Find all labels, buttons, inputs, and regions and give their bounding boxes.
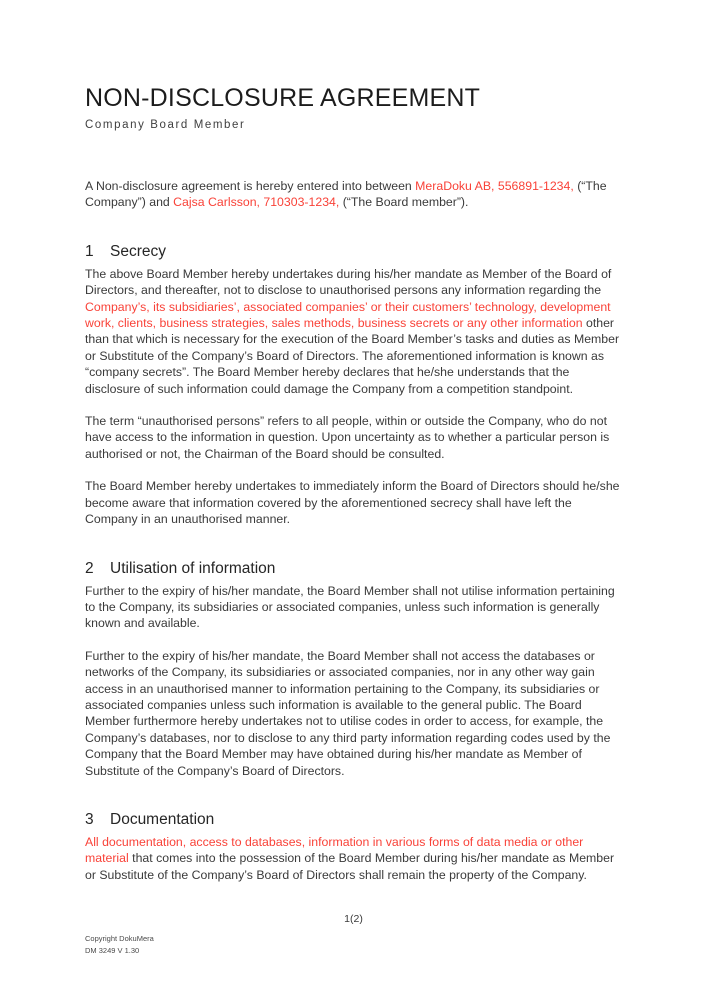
- section-1-paragraph-1-segment-0: The above Board Member hereby undertakes during his/her mandate as Member of the Board of Directors, and thereafter, not to disclose to unauthorised persons any information regarding the: [85, 266, 612, 298]
- section-3-paragraph-1-segment-0-highlight: All documentation, access to databases, information in various forms of data media or other material: [85, 834, 584, 866]
- footer: [85, 933, 154, 957]
- section-3-paragraph-1: [85, 834, 622, 883]
- document-title: NON-DISCLOSURE AGREEMENT: [85, 84, 481, 112]
- section-title-1: Secrecy: [110, 242, 166, 260]
- section-number-1: 1: [85, 242, 94, 260]
- section-number-3: 3: [85, 810, 94, 828]
- section-1-paragraph-1-segment-1-highlight: Company’s, its subsidiaries’, associated companies’ or their customers’ technology, development work, clients, business strategies, sales methods, business secrets or any other information: [85, 299, 611, 331]
- section-heading-1: [85, 241, 622, 262]
- section-1-paragraph-3: [85, 478, 622, 527]
- page-number: 1(2): [344, 913, 363, 925]
- section-2-paragraph-2-segment-0: Further to the expiry of his/her mandate, the Board Member shall not access the databases or networks of the Company, its subsidiaries or associated companies, nor in any other way gain access in an unauthorised manner to information pertaining to the Company, its subsidiaries or associated companies unless such information is available to the general public. The Board Member furthermore hereby undertakes not to utilise codes in order to access, for example, the Company’s databases, nor to disclose to any third party information regarding codes used by the Company that the Board Member may have obtained during his/her mandate as Member of Substitute of the Company’s Board of Directors.: [85, 648, 611, 778]
- section-title-3: Documentation: [110, 810, 215, 828]
- intro-paragraph: [85, 178, 622, 211]
- section-title-2: Utilisation of information: [110, 559, 276, 577]
- document-subtitle: Company Board Member: [85, 119, 246, 131]
- section-number-2: 2: [85, 559, 94, 577]
- document-content: [85, 84, 622, 899]
- intro-paragraph-segment-3-highlight: Cajsa Carlsson, 710303-1234,: [173, 195, 340, 210]
- section-1-paragraph-2-segment-0: The term “unauthorised persons” refers to all people, within or outside the Company, who do not have access to the information in question. Upon uncertainty as to whether a particular person is authorised or not, the Chairman of the Board should be consulted.: [85, 414, 610, 461]
- section-1-paragraph-3-segment-0: The Board Member hereby undertakes to immediately inform the Board of Directors should he/she become aware that information covered by the aforementioned secrecy shall have left the Company in an unauthorised manner.: [85, 479, 620, 527]
- section-2-paragraph-1: [85, 583, 622, 632]
- intro-paragraph-segment-0: A Non-disclosure agreement is hereby entered into between: [85, 179, 416, 193]
- intro-paragraph-segment-4: (“The Board member”).: [339, 195, 469, 210]
- intro-paragraph-segment-2: (“The Company”) and: [85, 179, 607, 210]
- sections-container: [85, 241, 622, 883]
- section-1-paragraph-1: [85, 266, 622, 397]
- section-heading-3: [85, 809, 622, 830]
- section-1-paragraph-1-segment-2: other than that which is necessary for the execution of the Board Member’s tasks and duties as Member or Substitute of the Company’s Board of Directors. The aforementioned information is known as “company secrets”. The Board Member hereby declares that he/she understands that the disclosure of such information could damage the Company from a competition standpoint.: [85, 316, 620, 396]
- section-heading-2: [85, 558, 622, 579]
- footer-copyright: Copyright DokuMera: [85, 934, 154, 943]
- section-2-paragraph-1-segment-0: Further to the expiry of his/her mandate, the Board Member shall not utilise information pertaining to the Company, its subsidiaries or associated companies, unless such information is generally known and available.: [85, 583, 615, 631]
- section-2-paragraph-2: [85, 648, 622, 779]
- section-3-paragraph-1-segment-1: that comes into the possession of the Board Member during his/her mandate as Member or Substitute of the Company’s Board of Directors shall remain the property of the Company.: [85, 851, 615, 882]
- intro-paragraph-segment-1-highlight: MeraDoku AB, 556891-1234,: [415, 179, 574, 193]
- footer-doc-version: DM 3249 V 1.30: [85, 946, 140, 955]
- section-1-paragraph-2: [85, 413, 622, 462]
